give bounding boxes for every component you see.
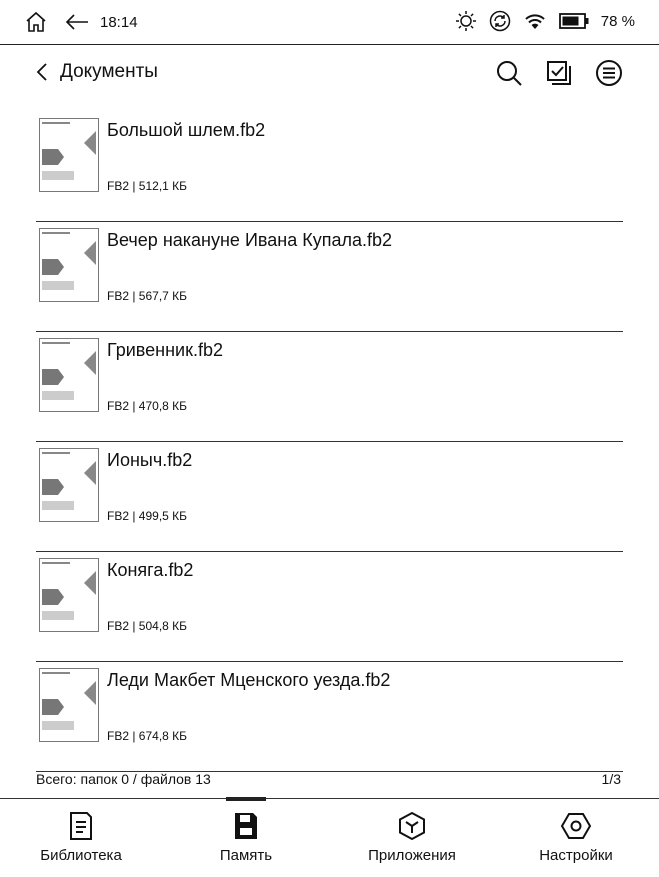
book-cover-thumbnail (39, 118, 99, 192)
sync-icon[interactable] (489, 10, 511, 32)
book-cover-thumbnail (39, 228, 99, 302)
nav-memory-label: Память (219, 847, 273, 864)
file-name: Коняга.fb2 (107, 560, 194, 580)
page-indicator: 1/3 (601, 771, 621, 787)
file-name: Ионыч.fb2 (107, 450, 193, 470)
apps-icon (397, 811, 427, 841)
search-icon[interactable] (495, 59, 523, 87)
file-meta: FB2 | 512,1 КБ (107, 179, 188, 193)
battery-level: 78 % (600, 12, 635, 30)
chevron-left-icon (36, 62, 48, 82)
file-list (36, 112, 623, 772)
status-time: 18:14 (100, 13, 138, 31)
active-tab-indicator (226, 797, 266, 801)
nav-settings[interactable] (530, 799, 622, 864)
file-list-item[interactable] (36, 332, 623, 442)
book-cover-thumbnail (39, 338, 99, 412)
status-bar (0, 0, 659, 45)
file-name: Большой шлем.fb2 (107, 120, 266, 140)
folder-summary (36, 771, 623, 791)
file-meta: FB2 | 567,7 КБ (107, 289, 188, 303)
home-icon[interactable] (24, 10, 48, 34)
book-cover-thumbnail (39, 668, 99, 742)
file-list-item[interactable] (36, 552, 623, 662)
file-list-item[interactable] (36, 442, 623, 552)
settings-icon (560, 811, 592, 841)
file-meta: FB2 | 499,5 КБ (107, 509, 188, 523)
storage-icon (233, 811, 259, 841)
bottom-nav (0, 798, 659, 877)
book-cover-thumbnail (39, 558, 99, 632)
file-name: Гривенник.fb2 (107, 340, 224, 360)
file-list-item[interactable] (36, 222, 623, 332)
nav-memory[interactable] (206, 799, 286, 864)
book-cover-thumbnail (39, 448, 99, 522)
nav-settings-label: Настройки (539, 847, 613, 864)
file-meta: FB2 | 674,8 КБ (107, 729, 188, 743)
file-meta: FB2 | 470,8 КБ (107, 399, 188, 413)
nav-library[interactable] (34, 799, 128, 864)
file-name: Леди Макбет Мценского уезда.fb2 (107, 670, 391, 690)
back-button[interactable] (36, 61, 158, 83)
page-header (0, 45, 659, 103)
file-list-item[interactable] (36, 662, 623, 772)
wifi-icon[interactable] (523, 11, 547, 31)
back-arrow-icon[interactable] (64, 12, 90, 32)
file-meta: FB2 | 504,8 КБ (107, 619, 188, 633)
file-list-item[interactable] (36, 112, 623, 222)
file-name: Вечер накануне Ивана Купала.fb2 (107, 230, 392, 250)
nav-library-label: Библиотека (40, 847, 122, 864)
nav-apps[interactable] (360, 799, 464, 864)
page-title: Документы (60, 61, 158, 82)
menu-icon[interactable] (595, 59, 623, 87)
brightness-icon[interactable] (455, 10, 477, 32)
files-count: Всего: папок 0 / файлов 13 (36, 771, 211, 787)
multi-select-icon[interactable] (545, 59, 573, 87)
battery-icon (559, 13, 589, 29)
library-icon (68, 811, 94, 841)
nav-apps-label: Приложения (368, 847, 456, 864)
